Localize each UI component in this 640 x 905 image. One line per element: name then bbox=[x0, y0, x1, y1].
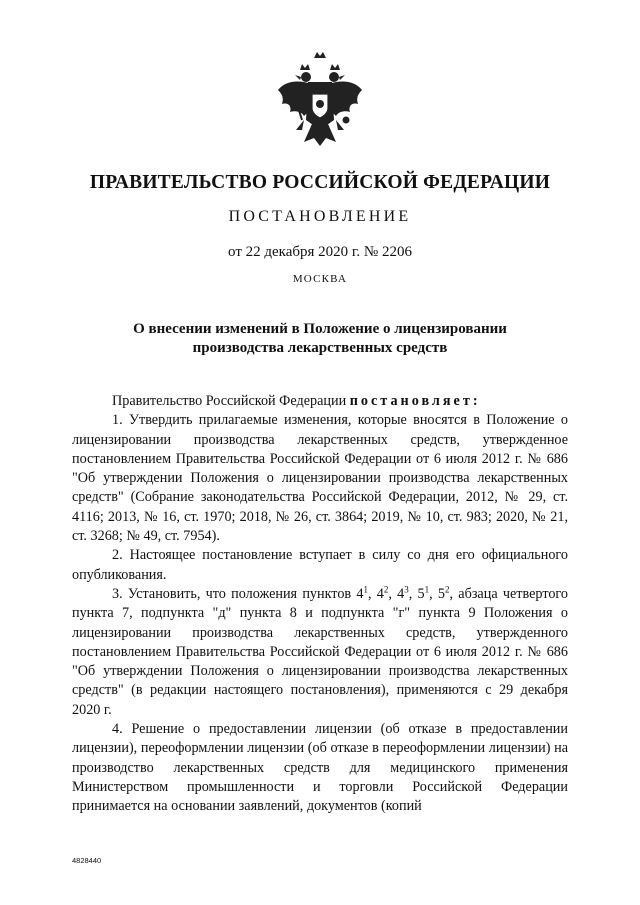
intro-text: Правительство Российской Федерации bbox=[112, 393, 350, 409]
decree-verb: постановляет: bbox=[349, 393, 481, 409]
p3-sup-3: 3 bbox=[404, 584, 409, 595]
subject-line-1: О внесении изменений в Положение о лицензировании bbox=[133, 321, 507, 337]
paragraph-2: 2. Настоящее постановление вступает в силу со дня его официального опубликования. bbox=[72, 547, 568, 583]
decree-subject bbox=[0, 320, 640, 358]
p3-text-e: , 5 bbox=[429, 585, 446, 602]
p3-text-f: , абзаца четвертого пункта 7, подпункта "д" пункта 8 и подпункта "г" пункта 9 Положения о лицензировании производства лекарственных средств, утвержденного постановлением Правительства Российской Федерации от 6 июля 2012 г. № 686 "Об утверждении Положения о лицензировании производства лекарственных средств" (в редакции настоящего постановления), применяются с 29 декабря 2020 г. bbox=[72, 585, 568, 718]
intro-paragraph bbox=[72, 392, 568, 411]
paragraph-4: 4. Решение о предоставлении лицензии (об отказе в предоставлении лицензии), переоформлении лицензии (об отказе в переоформлении лицензии) на производство лекарственных средств для медицинского применения Министерством промышленности и торговли Российской Федерации принимается на основании заявлений, документов (копий bbox=[72, 721, 568, 815]
p3-sup-4: 1 bbox=[424, 584, 430, 595]
document-type: ПОСТАНОВЛЕНИЕ bbox=[228, 208, 412, 225]
government-title: ПРАВИТЕЛЬСТВО РОССИЙСКОЙ ФЕДЕРАЦИИ bbox=[89, 172, 551, 193]
paragraph-1: 1. Утвердить прилагаемые изменения, которые вносятся в Положение о лицензировании производства лекарственных средств, утвержденное постановлением Правительства Российской Федерации от 6 июля 2012 г. № 686 "Об утверждении Положения о лицензировании производства лекарственных средств" (Собрание законодательства Российской Федерации, 2012, № 29, ст. 4116; 2013, № 16, ст. 1970; 2018, № 26, ст. 3864; 2019, № 10, ст. 983; 2020, № 21, ст. 3268; № 49, ст. 7954). bbox=[72, 412, 568, 545]
p3-text-c: , 4 bbox=[388, 585, 405, 602]
paragraph-3 bbox=[72, 585, 568, 720]
decree-date-number: от 22 декабря 2020 г. № 2206 bbox=[228, 244, 412, 260]
document-body bbox=[72, 392, 568, 817]
document-code: 4828440 bbox=[72, 856, 102, 865]
p3-sup-2: 2 bbox=[383, 584, 389, 595]
p3-text-b: , 4 bbox=[367, 585, 384, 602]
p3-text-d: , 5 bbox=[408, 585, 425, 602]
subject-line-2: производства лекарственных средств bbox=[192, 340, 448, 356]
p3-sup-1: 1 bbox=[363, 584, 368, 595]
p3-sup-5: 2 bbox=[445, 584, 450, 595]
city: МОСКВА bbox=[292, 273, 348, 285]
russian-coat-of-arms-icon bbox=[274, 50, 366, 150]
p3-text-a: 3. Установить, что положения пунктов 4 bbox=[112, 585, 364, 602]
